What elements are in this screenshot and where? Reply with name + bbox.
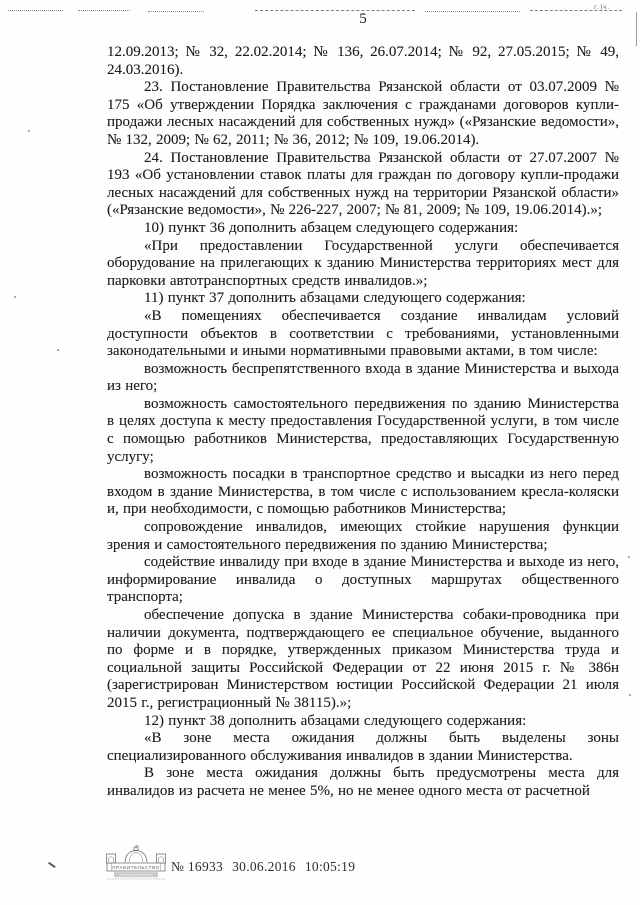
page-number: 5 (359, 11, 367, 27)
scan-artifact (48, 862, 55, 868)
paragraph: 24. Постановление Правительства Рязанской области от 27.07.2007 № 193 «Об установлении ставок платы для граждан по договору купли-продажи лесных насаждений для собственных нужд на территории Рязанской области» («Рязанские ведомости», № 226-227, 2007; № 81, 2009; № 109, 19.06.2014).»; (107, 149, 619, 219)
paragraph: 11) пункт 37 дополнить абзацами следующего содержания: (144, 290, 526, 307)
paragraph: В зоне места ожидания должны быть предусмотрены места для инвалидов из расчета не менее 5%, но не менее одного места от расчетной (107, 765, 619, 799)
paragraph: содействие инвалиду при входе в здание Министерства и выходе из него, информирование инвалида о доступных маршрутах общественного транспорта; (107, 554, 619, 606)
registration-stamp (171, 859, 364, 875)
svg-text:РЯЗАНСКОЙ ОБЛАСТИ: РЯЗАНСКОЙ ОБЛАСТИ (119, 873, 153, 878)
scan-artifact (628, 556, 630, 558)
scan-artifact (14, 296, 16, 298)
scan-artifact (8, 10, 63, 11)
registration-number: № 16933 (171, 859, 224, 874)
scan-artifact (636, 12, 637, 46)
paragraph: возможность посадки в транспортное средство и высадки из него перед входом в здание Министерства, в том числе с использованием кресла-коляски и, при необходимости, с помощью работников Министерства; (107, 466, 619, 518)
paragraph: обеспечение допуска в здание Министерства собаки-проводника при наличии документа, подтверждающего ее специальное обучение, выданного по форме и в порядке, утвержденных приказом Министерства труда и социальной защиты Российской Федерации от 22 июня 2015 г. № 386н (зарегистрирован Министерством юстиции Российской Федерации 21 июля 2015 г., регистрационный № 38115).»; (107, 607, 619, 711)
scan-artifact (57, 349, 59, 351)
scan-artifact (629, 694, 631, 696)
registration-date: 30.06.2016 (232, 859, 296, 874)
paragraph: 10) пункт 36 дополнить абзацем следующего содержания: (144, 219, 519, 236)
scan-artifact: г.)ч. (594, 3, 611, 11)
government-emblem-icon (103, 845, 169, 887)
paragraph: «В помещениях обеспечивается создание инвалидам условий доступности объектов в соответствии с требованиями, установленными законодательными и иными нормативными правовыми актами, в том числе: (107, 307, 619, 360)
paragraph: 12.09.2013; № 32, 22.02.2014; № 136, 26.07.2014; № 92, 27.05.2015; № 49, 24.03.2016). (107, 44, 619, 78)
registration-time: 10:05:19 (304, 859, 356, 874)
paragraph: возможность беспрепятственного входа в здание Министерства и выхода из него; (107, 360, 619, 395)
paragraph: сопровождение инвалидов, имеющих стойкие нарушения функции зрения и самостоятельного передвижения по зданию Министерства; (107, 519, 619, 553)
paragraph: 12) пункт 38 дополнить абзацами следующего содержания: (144, 712, 527, 729)
scan-artifact (28, 130, 30, 132)
paragraph: возможность самостоятельного передвижения по зданию Министерства в целях доступа к месту предоставления Государственной услуги, в том числе с помощью работников Министерства, предоставляющих Государственную услугу; (107, 395, 619, 465)
paragraph: «При предоставлении Государственной услуги обеспечивается оборудование на прилегающих к зданию Министерства территориях мест для парковки автотранспортных средств инвалидов.»; (107, 237, 619, 289)
paragraph: 23. Постановление Правительства Рязанской области от 03.07.2009 № 175 «Об утверждении Порядка заключения с гражданами договоров купли-продажи лесных насаждений для собственных нужд» («Рязанские ведомости», № 132, 2009; № 62, 2011; № 36, 2012; № 109, 19.06.2014). (107, 79, 619, 148)
document-body (107, 44, 619, 801)
paragraph: «В зоне места ожидания должны быть выделены зоны специализированного обслуживания инвалидов в здании Министерства. (107, 730, 619, 764)
svg-text:ПРАВИТЕЛЬСТВО: ПРАВИТЕЛЬСТВО (112, 865, 160, 871)
